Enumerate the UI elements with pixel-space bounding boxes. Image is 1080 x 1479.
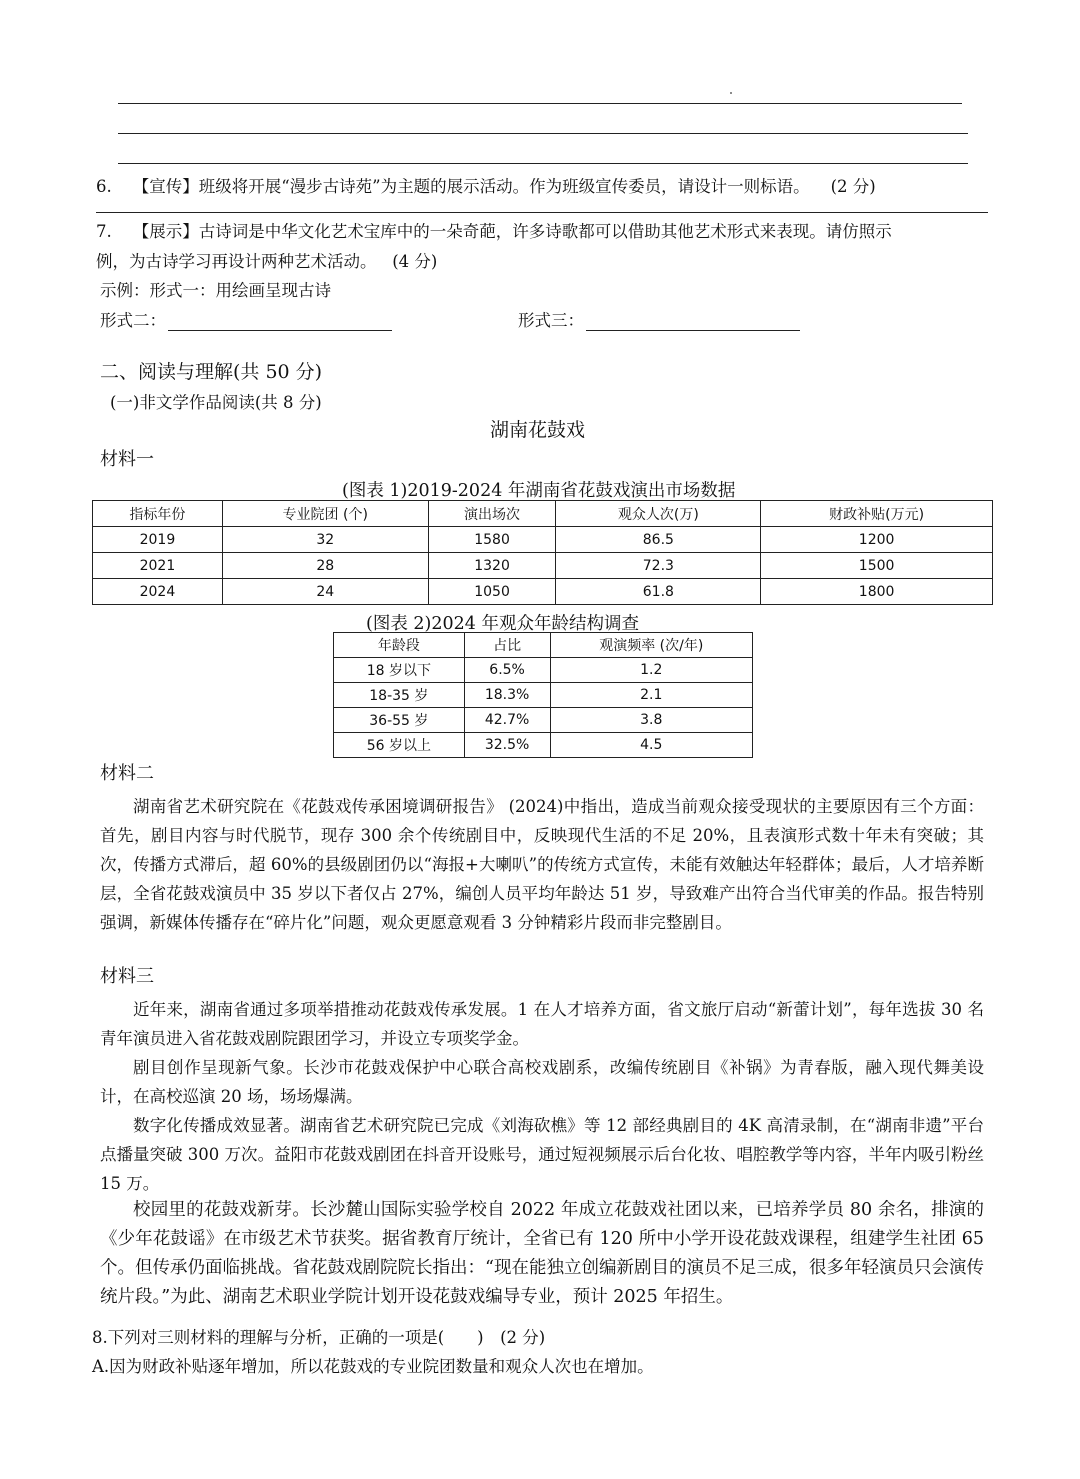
table-cell: 1580 [428, 527, 556, 553]
answer-line-2 [118, 133, 968, 134]
table-1-header-cell: 财政补贴(万元) [761, 501, 993, 527]
question-7-line-1 [96, 222, 892, 242]
table-cell: 4.5 [550, 733, 752, 758]
question-6 [96, 177, 876, 197]
material-3-paragraph-3: 数字化传播成效显著。湖南省艺术研究院已完成《刘海砍樵》等 12 部经典剧目的 4K 高清录制，在“湖南非遗”平台点播量突破 300 万次。益阳市花鼓戏剧团在抖音开设账号，通过短视频展示后台化妆、唱腔教学等内容，半年内吸引粉丝 15 万。 [100, 1116, 984, 1193]
question-6-number: 6. [96, 177, 112, 196]
table-cell: 61.8 [556, 579, 761, 605]
table-1-header-cell: 指标年份 [93, 501, 223, 527]
table-cell: 2021 [93, 553, 223, 579]
question-7-form-2 [100, 311, 392, 331]
question-7-text-2: 例，为古诗学习再设计两种艺术活动。 [96, 252, 377, 271]
question-6-answer-line [96, 212, 988, 213]
table-1 [92, 500, 993, 605]
material-3-label: 材料三 [100, 966, 154, 987]
table-cell: 2019 [93, 527, 223, 553]
table-cell: 1500 [761, 553, 993, 579]
table-cell: 36-55 岁 [334, 708, 465, 733]
table-cell: 1800 [761, 579, 993, 605]
table-cell: 32.5% [464, 733, 550, 758]
question-7-score: (4 分) [392, 252, 438, 271]
table-cell: 18.3% [464, 683, 550, 708]
question-7-number: 7. [96, 222, 112, 241]
table-cell: 72.3 [556, 553, 761, 579]
table-cell: 1200 [761, 527, 993, 553]
material-1-label: 材料一 [100, 449, 154, 470]
form-3-blank[interactable] [586, 314, 800, 331]
table-cell: 18 岁以下 [334, 658, 465, 683]
table-cell: 2.1 [550, 683, 752, 708]
section-2-title: 二、阅读与理解(共 50 分) [100, 361, 323, 383]
table-cell: 56 岁以上 [334, 733, 465, 758]
question-7-text-1: 【展示】古诗词是中华文化艺术宝库中的一朵奇葩，许多诗歌都可以借助其他艺术形式来表现。请仿照示 [132, 222, 892, 241]
table-row [334, 658, 753, 683]
material-3-paragraph-2: 剧目创作呈现新气象。长沙市花鼓戏保护中心联合高校戏剧系，改编传统剧目《补锅》为青春版，融入现代舞美设计，在高校巡演 20 场，场场爆满。 [100, 1058, 984, 1106]
table-1-header-cell: 演出场次 [428, 501, 556, 527]
table-row [93, 579, 993, 605]
answer-line-1 [118, 103, 962, 104]
table-2-header-cell: 占比 [464, 633, 550, 658]
table-2 [333, 632, 753, 758]
table-2-header-cell: 年龄段 [334, 633, 465, 658]
material-2-label: 材料二 [100, 763, 154, 784]
answer-line-3 [118, 163, 968, 164]
table-1-header-cell: 专业院团 (个) [222, 501, 428, 527]
question-8-stem: 8.下列对三则材料的理解与分析，正确的一项是( ) (2 分) [92, 1328, 546, 1347]
question-6-score: (2 分) [830, 177, 876, 196]
question-7-line-2 [96, 252, 437, 272]
table-row [334, 708, 753, 733]
article-title: 湖南花鼓戏 [490, 419, 586, 441]
table-1-header-cell: 观众人次(万) [556, 501, 761, 527]
table-row [93, 553, 993, 579]
table-cell: 42.7% [464, 708, 550, 733]
material-3-paragraph-1: 近年来，湖南省通过多项举措推动花鼓戏传承发展。1 在人才培养方面，省文旅厅启动“新蕾计划”，每年选拔 30 名青年演员进入省花鼓戏剧院跟团学习，并设立专项奖学金。 [100, 1000, 984, 1048]
scan-speck [730, 92, 732, 94]
question-7-form-3 [518, 311, 800, 331]
material-2-paragraph: 湖南省艺术研究院在《花鼓戏传承困境调研报告》 (2024)中指出，造成当前观众接受现状的主要原因有三个方面：首先，剧目内容与时代脱节，现存 300 余个传统剧目中，反映现代生活的不足 20%，且表演形式数十年未有突破；其次，传播方式滞后，超 60%的县级剧团仍以“海报+大喇叭”的传统方式宣传，未能有效触达年轻群体；最后，人才培养断层，全省花鼓戏演员中 35 岁以下者仅占 27%，编创人员平均年龄达 51 岁，导致难产出符合当代审美的作品。报告特别强调，新媒体传播存在“碎片化”问题，观众更愿意观看 3 分钟精彩片段而非完整剧目。 [100, 797, 984, 932]
table-2-header-cell: 观演频率 (次/年) [550, 633, 752, 658]
table-cell: 18-35 岁 [334, 683, 465, 708]
table-cell: 86.5 [556, 527, 761, 553]
table-cell: 3.8 [550, 708, 752, 733]
table-2-header-row [334, 633, 753, 658]
material-3-paragraph-4: 校园里的花鼓戏新芽。长沙麓山国际实验学校自 2022 年成立花鼓戏社团以来，已培养学员 80 余名，排演的《少年花鼓谣》在市级艺术节获奖。据省教育厅统计，全省已有 120 所中小学开设花鼓戏课程，组建学生社团 65 个。但传承仍面临挑战。省花鼓戏剧院院长指出：“现在能独立创编新剧目的演员不足三成，很多年轻演员只会演传统片段。”为此、湖南艺术职业学院计划开设花鼓戏编导专业，预计 2025 年招生。 [100, 1200, 984, 1307]
table-cell: 2024 [93, 579, 223, 605]
form-3-label: 形式三： [518, 311, 584, 330]
table-cell: 1.2 [550, 658, 752, 683]
table-1-header-row [93, 501, 993, 527]
table-cell: 28 [222, 553, 428, 579]
table-cell: 24 [222, 579, 428, 605]
section-2-part-1-title: (一)非文学作品阅读(共 8 分) [110, 393, 322, 412]
table-2-caption: (图表 2)2024 年观众年龄结构调查 [366, 614, 639, 634]
table-row [334, 683, 753, 708]
table-cell: 1050 [428, 579, 556, 605]
table-cell: 1320 [428, 553, 556, 579]
question-6-text: 【宣传】班级将开展“漫步古诗苑”为主题的展示活动。作为班级宣传委员，请设计一则标语。 [132, 177, 810, 196]
question-7-example: 示例：形式一：用绘画呈现古诗 [100, 281, 331, 300]
table-row [93, 527, 993, 553]
table-cell: 32 [222, 527, 428, 553]
form-2-blank[interactable] [168, 314, 392, 331]
form-2-label: 形式二： [100, 311, 166, 330]
table-1-caption: (图表 1)2019-2024 年湖南省花鼓戏演出市场数据 [342, 481, 736, 501]
table-row [334, 733, 753, 758]
table-cell: 6.5% [464, 658, 550, 683]
question-8-option-a[interactable]: A.因为财政补贴逐年增加，所以花鼓戏的专业院团数量和观众人次也在增加。 [92, 1357, 654, 1376]
